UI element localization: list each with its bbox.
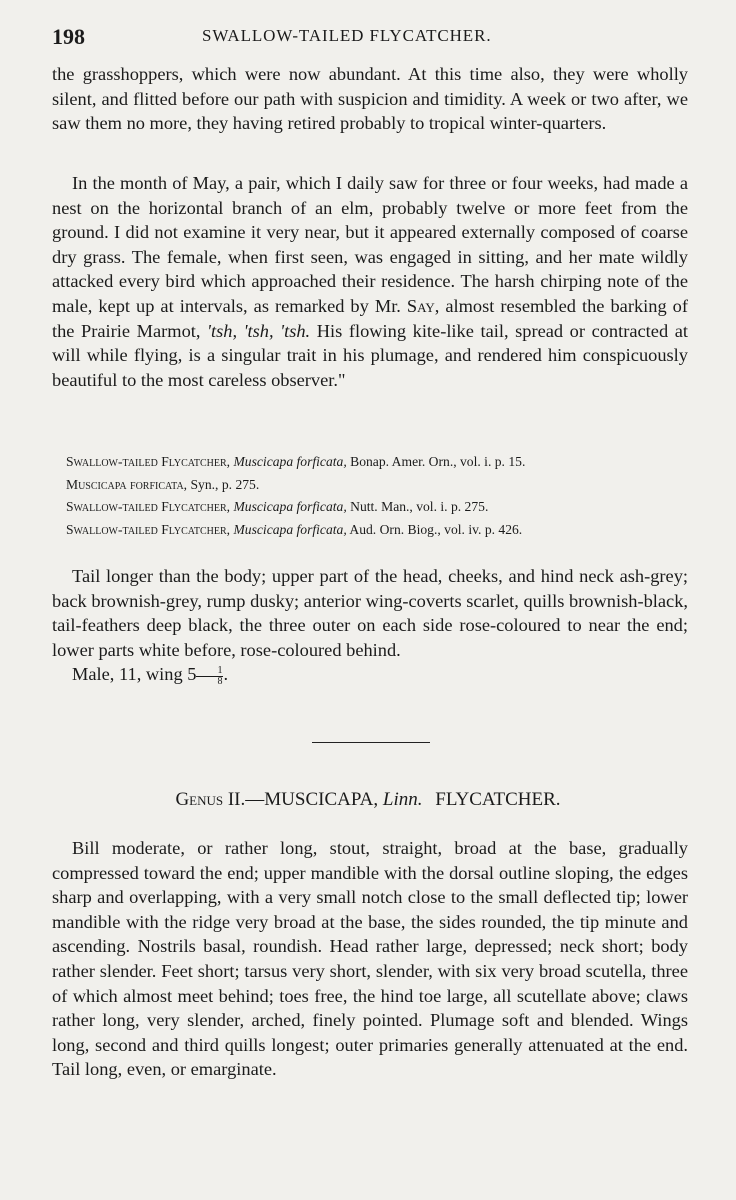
page-number: 198 xyxy=(52,24,85,49)
quote-paragraph-2: In the month of May, a pair, which I daily saw for three or four weeks, had made a nest on the horizontal branch of an elm, probably twelve or more feet from the ground. I did not examine it very near, but it appeared externally composed of coarse dry grass. The female, when first seen, was engaged in sitting, and her mate wildly attacked every bird which approached their residence. The harsh chirping note of the male, kept up at intervals, as remarked by Mr. Say, almost resembled the barking of the Prairie Marmot, 'tsh, 'tsh, 'tsh. His flowing kite-like tail, spread or contracted at will while flying, is a singular trait in his plumage, and rendered him conspicuously beautiful to the most careless observer." xyxy=(52,173,688,390)
genus-description-paragraph: Bill moderate, or rather long, stout, straight, broad at the base, gradually compressed toward the end; upper mandible with the dorsal outline sloping, the edges sharp and overlapping, with a very small notch close to the small deflected tip; lower mandible with the ridge very broad at the base, the sides rounded, the tip minute and ascending. Nostrils basal, roundish. Head rather large, depressed; neck short; body rather slender. Feet short; tarsus very short, slender, with six very broad scutella, three of which almost meet behind; toes free, the hind toe large, all scutellate above; claws rather long, very slender, arched, finely pointed. Plumage soft and blended. Wings long, second and third quills longest; outer primaries generally attenuated at the end. Tail long, even, or emarginate. xyxy=(52,838,688,1080)
description-paragraph: Tail longer than the body; upper part of the head, cheeks, and hind neck ash-grey; back brownish-grey, rump dusky; anterior wing-coverts scarlet, quills brownish-black, tail-feathers deep black, the three outer on each side rose-coloured to near the end; lower parts white before, rose-coloured behind. xyxy=(52,566,688,660)
running-title: SWALLOW-TAILED FLYCATCHER. xyxy=(202,26,492,45)
synonym-entry: Swallow-tailed Flycatcher, Muscicapa forficata, Bonap. Amer. Orn., vol. i. p. 15. xyxy=(66,454,526,469)
quote-paragraph-1: the grasshoppers, which were now abundant. At this time also, they were wholly silent, and flitted before our path with suspicion and timidity. A week or two after, we saw them no more, they having retired probably to tropical winter-quarters. xyxy=(52,64,688,134)
synonym-entry: Muscicapa forficata, Syn., p. 275. xyxy=(66,476,260,492)
synonym-entry: Swallow-tailed Flycatcher, Muscicapa forficata, Nutt. Man., vol. i. p. 275. xyxy=(66,499,489,515)
section-divider xyxy=(312,742,430,743)
quote-continuation xyxy=(52,62,688,136)
author-name-say: Say xyxy=(406,295,435,316)
species-description xyxy=(52,564,688,687)
genus-description xyxy=(52,836,688,1082)
fraction: $\frac{1}{8}$ xyxy=(196,666,223,687)
synonym-entry: Swallow-tailed Flycatcher, Muscicapa forficata, Aud. Orn. Biog., vol. iv. p. 426. xyxy=(66,521,523,537)
genus-heading: Genus II.—MUSCICAPA, Linn. FLYCATCHER. xyxy=(175,789,561,810)
running-head xyxy=(52,24,684,54)
measurement-line: Male, 11, wing 5 $\frac{1}{8}$ . xyxy=(72,664,229,687)
quote-paragraph-2-block xyxy=(52,171,688,392)
synonymy-list xyxy=(52,451,688,541)
call-sound: 'tsh, 'tsh, 'tsh. xyxy=(207,320,311,341)
